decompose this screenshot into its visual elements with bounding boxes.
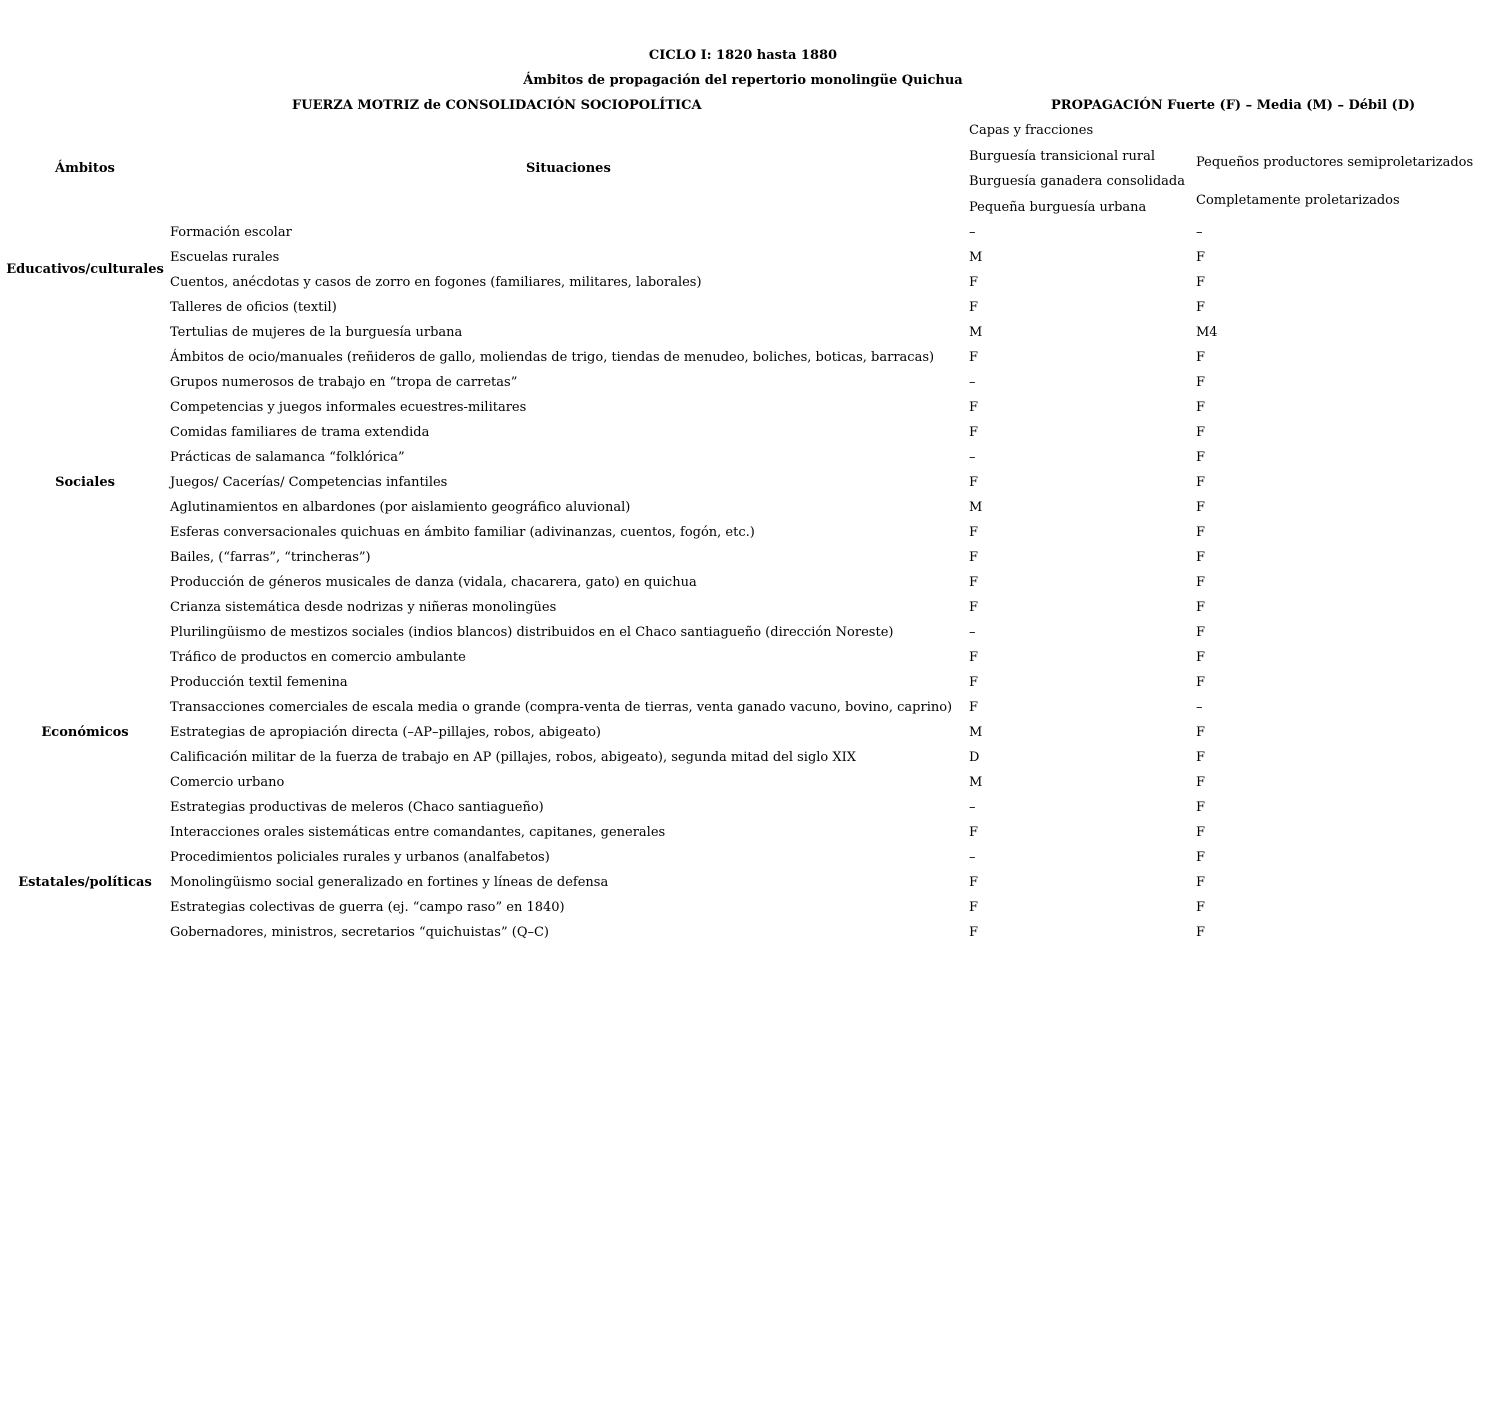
group-label-estatales: Estatales/políticas — [18, 875, 152, 890]
table-row — [0, 426, 1486, 451]
table-row — [0, 751, 1486, 776]
table-row — [0, 851, 1486, 876]
cell-propagacion-productores: F — [1196, 725, 1206, 740]
table-row — [0, 701, 1486, 726]
cell-propagacion-productores: F — [1196, 400, 1206, 415]
cell-propagacion-productores: F — [1196, 350, 1206, 365]
cell-propagacion-capas: – — [969, 850, 976, 865]
group-label-economicos: Económicos — [41, 725, 129, 740]
cell-propagacion-productores: F — [1196, 375, 1206, 390]
cell-propagacion-capas: F — [969, 825, 979, 840]
cell-propagacion-capas: M — [969, 775, 983, 790]
section-heading-propagacion: PROPAGACIÓN Fuerte (F) – Media (M) – Débil (D) — [1051, 98, 1416, 113]
cell-propagacion-capas: F — [969, 425, 979, 440]
table-row — [0, 876, 1486, 901]
table-row — [0, 526, 1486, 551]
column-header-situaciones: Situaciones — [526, 161, 611, 176]
cell-propagacion-productores: F — [1196, 925, 1206, 940]
cell-propagacion-productores: F — [1196, 500, 1206, 515]
table-row — [0, 801, 1486, 826]
document-title: CICLO I: 1820 hasta 1880 — [648, 48, 838, 63]
table-row — [0, 626, 1486, 651]
cell-propagacion-productores: F — [1196, 675, 1206, 690]
column-header-capas — [969, 124, 1185, 226]
cell-situacion: Bailes, (“farras”, “trincheras”) — [170, 550, 371, 565]
table-row — [0, 926, 1486, 951]
cell-propagacion-productores: F — [1196, 600, 1206, 615]
cell-situacion: Comercio urbano — [170, 775, 285, 790]
cell-propagacion-capas: F — [969, 600, 979, 615]
cell-propagacion-productores: F — [1196, 550, 1206, 565]
column-header-capas-line: Pequeña burguesía urbana — [969, 199, 1147, 215]
cell-propagacion-capas: F — [969, 525, 979, 540]
table-row — [0, 301, 1486, 326]
cell-propagacion-capas: F — [969, 300, 979, 315]
cell-propagacion-productores: F — [1196, 775, 1206, 790]
cell-situacion: Gobernadores, ministros, secretarios “quichuistas” (Q–C) — [170, 925, 549, 940]
cell-situacion: Transacciones comerciales de escala media o grande (compra-venta de tierras, venta ganado vacuno, bovino, caprino) — [170, 700, 953, 715]
section-heading-fuerza-motriz: FUERZA MOTRIZ de CONSOLIDACIÓN SOCIOPOLÍTICA — [292, 98, 702, 113]
cell-situacion: Grupos numerosos de trabajo en “tropa de carretas” — [170, 375, 518, 390]
cell-propagacion-capas: M — [969, 325, 983, 340]
table-row — [0, 351, 1486, 376]
cell-situacion: Procedimientos policiales rurales y urbanos (analfabetos) — [170, 850, 550, 865]
cell-situacion: Crianza sistemática desde nodrizas y niñeras monolingües — [170, 600, 557, 615]
cell-propagacion-capas: – — [969, 800, 976, 815]
cell-propagacion-capas: D — [969, 750, 980, 765]
cell-propagacion-capas: M — [969, 250, 983, 265]
cell-propagacion-capas: – — [969, 225, 976, 240]
column-header-semiproletarizados: Pequeños productores semiproletarizados — [1196, 155, 1474, 170]
table-row — [0, 476, 1486, 501]
table-row — [0, 551, 1486, 576]
cell-situacion: Estrategias de apropiación directa (–AP–pillajes, robos, abigeato) — [170, 725, 601, 740]
cell-propagacion-capas: F — [969, 700, 979, 715]
cell-propagacion-productores: F — [1196, 750, 1206, 765]
cell-propagacion-capas: F — [969, 875, 979, 890]
cell-propagacion-capas: M — [969, 725, 983, 740]
cell-propagacion-productores: F — [1196, 875, 1206, 890]
cell-situacion: Producción de géneros musicales de danza (vidala, chacarera, gato) en quichua — [170, 575, 697, 590]
table-row — [0, 251, 1486, 276]
cell-situacion: Calificación militar de la fuerza de trabajo en AP (pillajes, robos, abigeato), segunda mitad del siglo XIX — [170, 750, 857, 765]
cell-propagacion-productores: F — [1196, 300, 1206, 315]
cell-propagacion-productores: F — [1196, 525, 1206, 540]
cell-propagacion-productores: F — [1196, 475, 1206, 490]
table-row — [0, 276, 1486, 301]
cell-propagacion-productores: F — [1196, 575, 1206, 590]
document-subtitle: Ámbitos de propagación del repertorio monolingüe Quichua — [523, 73, 963, 88]
cell-propagacion-productores: F — [1196, 425, 1206, 440]
column-header-proletarizados: Completamente proletarizados — [1196, 193, 1400, 208]
cell-propagacion-capas: M — [969, 500, 983, 515]
cell-propagacion-productores: – — [1196, 225, 1203, 240]
cell-situacion: Tertulias de mujeres de la burguesía urbana — [170, 325, 463, 340]
cell-situacion: Interacciones orales sistemáticas entre comandantes, capitanes, generales — [170, 825, 666, 840]
table-row — [0, 901, 1486, 926]
cell-propagacion-capas: – — [969, 450, 976, 465]
table-row — [0, 651, 1486, 676]
cell-propagacion-capas: F — [969, 900, 979, 915]
cell-situacion: Estrategias productivas de meleros (Chaco santiagueño) — [170, 800, 544, 815]
table-body — [0, 226, 1486, 951]
cell-propagacion-productores: F — [1196, 900, 1206, 915]
table-row — [0, 676, 1486, 701]
cell-propagacion-capas: – — [969, 625, 976, 640]
cell-propagacion-productores: F — [1196, 625, 1206, 640]
table-row — [0, 726, 1486, 751]
cell-propagacion-capas: – — [969, 375, 976, 390]
column-header-capas-line: Capas y fracciones — [969, 123, 1094, 138]
table-row — [0, 401, 1486, 426]
cell-propagacion-capas: F — [969, 675, 979, 690]
cell-situacion: Producción textil femenina — [170, 675, 348, 690]
table-row — [0, 326, 1486, 351]
cell-propagacion-productores: F — [1196, 850, 1206, 865]
cell-propagacion-capas: F — [969, 275, 979, 290]
cell-propagacion-productores: F — [1196, 800, 1206, 815]
cell-situacion: Aglutinamientos en albardones (por aislamiento geográfico aluvional) — [170, 500, 631, 515]
cell-propagacion-productores: F — [1196, 275, 1206, 290]
cell-propagacion-productores: F — [1196, 650, 1206, 665]
cell-situacion: Prácticas de salamanca “folklórica” — [170, 450, 405, 465]
cell-situacion: Formación escolar — [170, 225, 292, 240]
cell-situacion: Competencias y juegos informales ecuestres-militares — [170, 400, 527, 415]
table-row — [0, 776, 1486, 801]
cell-propagacion-capas: F — [969, 350, 979, 365]
table-row — [0, 226, 1486, 251]
column-header-capas-line: Burguesía ganadera consolidada — [969, 174, 1185, 189]
cell-situacion: Juegos/ Cacerías/ Competencias infantiles — [170, 475, 448, 490]
cell-propagacion-productores: – — [1196, 700, 1203, 715]
cell-situacion: Tráfico de productos en comercio ambulante — [170, 650, 466, 665]
cell-situacion: Ámbitos de ocio/manuales (reñideros de gallo, moliendas de trigo, tiendas de menudeo, boliches, boticas, barracas) — [170, 350, 935, 365]
cell-situacion: Escuelas rurales — [170, 250, 280, 265]
cell-situacion: Comidas familiares de trama extendida — [170, 425, 430, 440]
table-row — [0, 376, 1486, 401]
cell-situacion: Esferas conversacionales quichuas en ámbito familiar (adivinanzas, cuentos, fogón, etc.) — [170, 525, 755, 540]
cell-situacion: Talleres de oficios (textil) — [170, 300, 337, 315]
cell-propagacion-capas: F — [969, 575, 979, 590]
cell-propagacion-productores: M4 — [1196, 325, 1218, 340]
cell-propagacion-capas: F — [969, 475, 979, 490]
table-row — [0, 576, 1486, 601]
cell-situacion: Estrategias colectivas de guerra (ej. “campo raso” en 1840) — [170, 900, 565, 915]
group-label-educativos: Educativos/culturales — [6, 262, 164, 277]
cell-propagacion-capas: F — [969, 925, 979, 940]
cell-propagacion-capas: F — [969, 550, 979, 565]
group-label-sociales: Sociales — [55, 475, 115, 490]
table-row — [0, 601, 1486, 626]
table-row — [0, 826, 1486, 851]
cell-propagacion-productores: F — [1196, 450, 1206, 465]
column-header-capas-line: Burguesía transicional rural — [969, 148, 1156, 164]
table-row — [0, 501, 1486, 526]
cell-propagacion-capas: F — [969, 650, 979, 665]
cell-situacion: Monolingüismo social generalizado en fortines y líneas de defensa — [170, 875, 609, 890]
cell-propagacion-productores: F — [1196, 250, 1206, 265]
cell-propagacion-productores: F — [1196, 825, 1206, 840]
column-header-ambitos: Ámbitos — [55, 161, 115, 176]
cell-propagacion-capas: F — [969, 400, 979, 415]
cell-situacion: Cuentos, anécdotas y casos de zorro en fogones (familiares, militares, laborales) — [170, 275, 702, 290]
cell-situacion: Plurilingüismo de mestizos sociales (indios blancos) distribuidos en el Chaco santiagueño (dirección Noreste) — [170, 625, 894, 640]
table-row — [0, 451, 1486, 476]
